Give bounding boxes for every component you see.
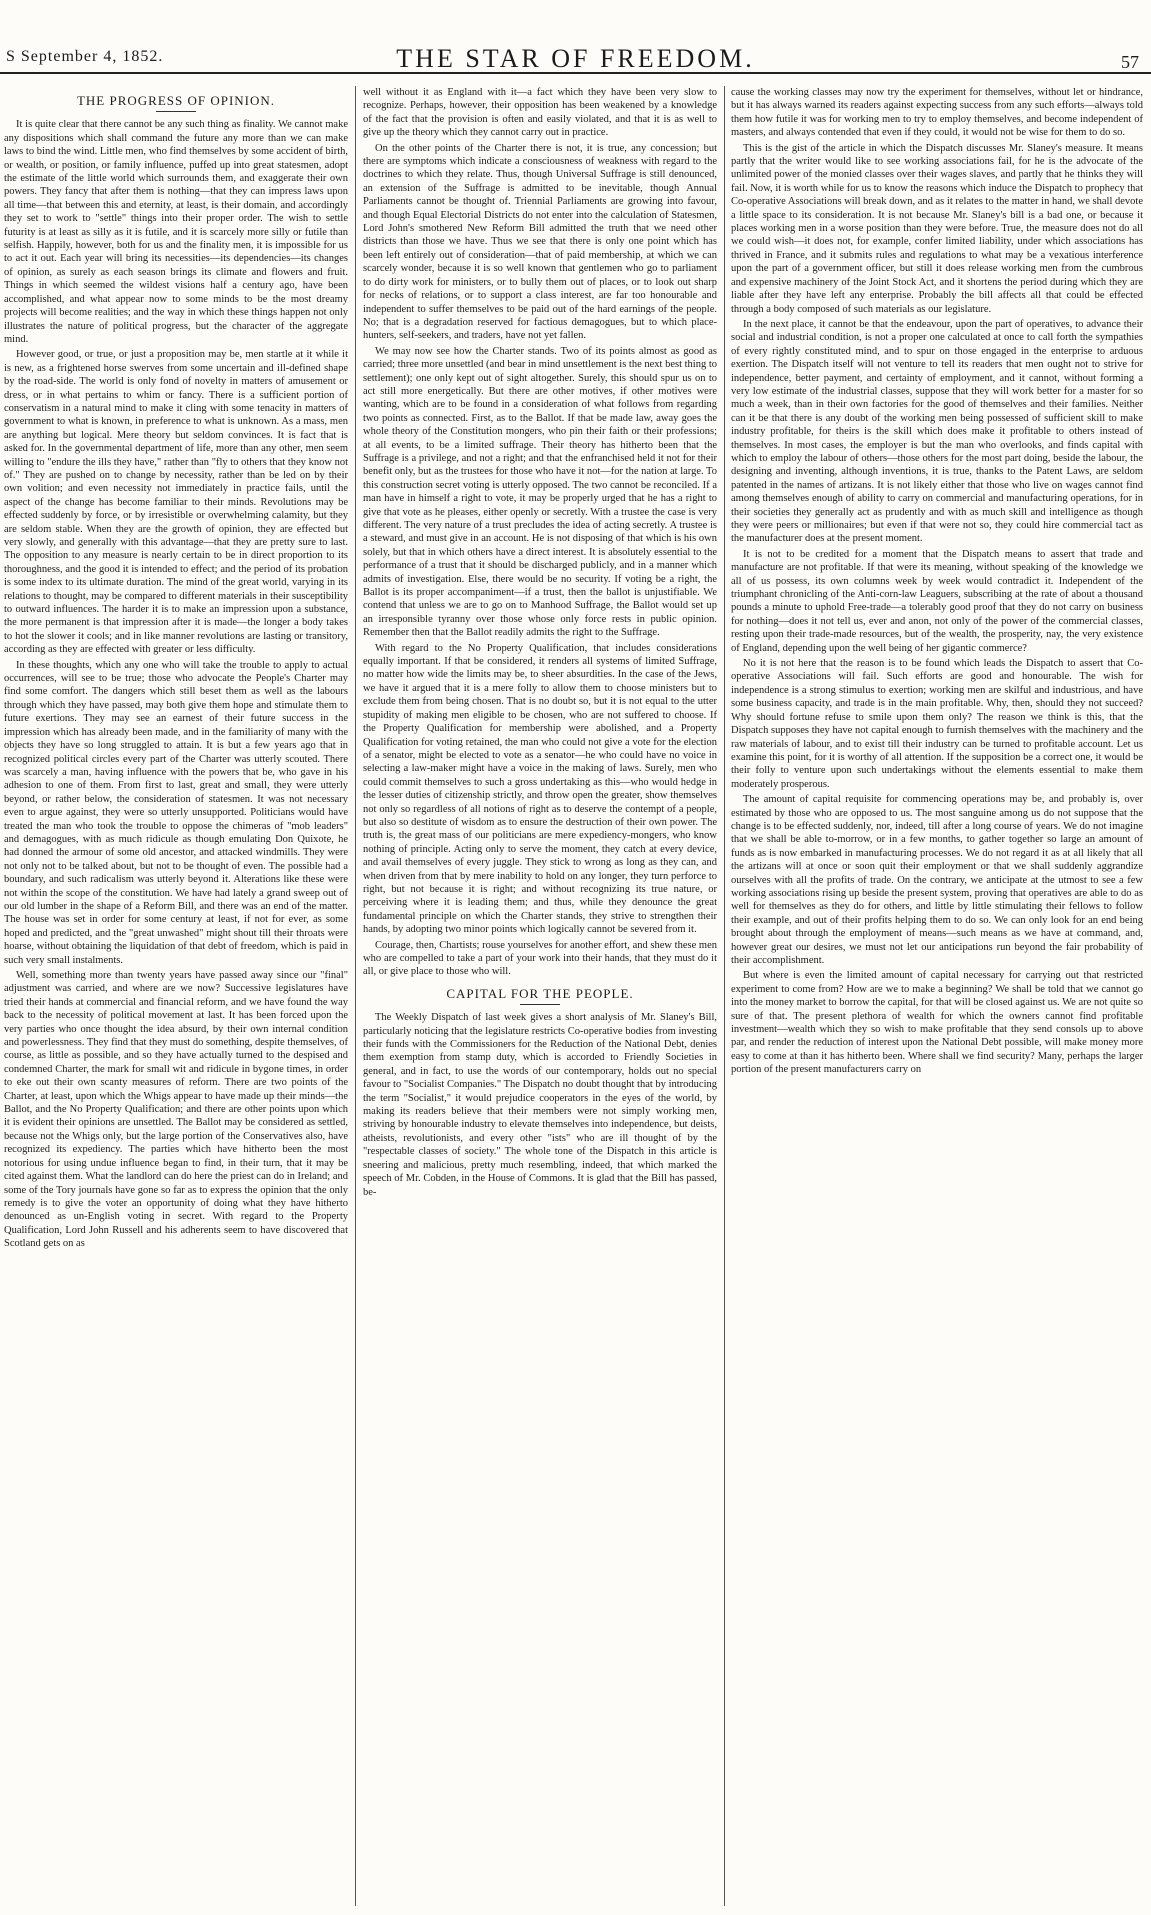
paragraph: This is the gist of the article in which the Dispatch discusses Mr. Slaney's measure. It means partly that the writer would like to see working associations fail, for he is the advocate of the unlimited power of the monied classes over their wages slaves, and partly that he thinks they will fail. Now, it is worth while for us to know the reasons which induce the Dispatch to prophecy that Co-operative Associations will break down, and as it relates to the matter in hand, we shall devote a little space to its consideration. It is not because Mr. Slaney's bill is a bad one, or because it places working men in a worse position than they were before. True, the measure does not do all we could wish—it does not, for example, confer limited liability, under which associations has thrived in France, and it submits rules and regulations to what may be a vexatious interference upon the part of a government officer, but still it does release working men from the cumbrous and expensive machinery of the Joint Stock Act, and it shortens the period during which they are liable after they have left any enterprise. Probably the bill affects all that could be effected through a body composed of such materials as our legislature.: [731, 142, 1143, 315]
paragraph: No it is not here that the reason is to be found which leads the Dispatch to assert that Co-operative Associations will fail. Such efforts are good and honourable. The wish for independence is a strong stimulus to exertion; working men are skilful and industrious, and have some business capacity, and trade is in the main profitable. Why, then, should they not succeed? Why should fortune refuse to smile upon them only? The reason we think is this, that the Dispatch supposes they have not capital enough to furnish themselves with the machinery and the raw materials of labour, and to exist till their industry can be turned to profitable account. Let us examine this point, for it is worthy of all attention. If the supposition be a correct one, it would be their folly to venture upon such undertakings without the elements essential to make them moderately prosperous.: [731, 658, 1143, 790]
newspaper-title: THE STAR OF FREEDOM.: [396, 44, 755, 73]
paragraph: With regard to the No Property Qualification, that includes considerations equally important. If that be considered, it renders all systems of limited Suffrage, no matter how wide the limits may be, to sheer absurdities. In the case of the Jews, we have it argued that it is a mere folly to allow them to choose ministers but to exclude them from being chosen. That is no doubt so, but it is not equal to the utter stupidity of making men eligible to be chosen, who are not suffered to choose. If the Property Qualification for membership were abolished, and a Property Qualification for voting retained, the man who could not give a vote for the election of a senator, might be elected to vote as a senator—he who could have no voice in selecting a law-maker might have a voice in the making of laws. Surely, men who could commit themselves to such a gross undertaking as this—who would hedge in the lesser duties of citizenship strictly, and throw open the greater, show themselves not only so regardless of all notions of right as to deserve the contempt of a people, but also so destitute of wisdom as to ensure the destruction of their own power. The truth is, the great mass of our politicians are mere expediency-mongers, who know nothing of principle. Acting only to serve the moment, they catch at every device, and avail themselves of every juggle. They stick to wrong as long as they can, and when driven from that by mere inability to hold on any longer, they turn perforce to right, but not because it is right; and without recognizing its true nature, or perceiving where it is leading them; and thus, while they denounce the great fundamental principle on which the Charter stands, they strive to strengthen their hands, by adopting two minor points which logically cannot be severed from it.: [363, 642, 717, 936]
paragraph: Courage, then, Chartists; rouse yourselves for another effort, and shew these men who are compelled to take a part of your work into their hands, that they must do it all, or give place to those who will.: [363, 939, 717, 978]
column-rule: [724, 86, 725, 1906]
column-rule: [355, 86, 356, 1906]
paragraph: well without it as England with it—a fact which they have been very slow to recognize. Perhaps, however, their opposition has been weakened by a knowledge of the fact that the provision is often and easily violated, and that it is as well to give up the theory which they cannot carry out in practice.: [363, 87, 717, 139]
issue-date: S September 4, 1852.: [6, 48, 164, 65]
paragraph: It is not to be credited for a moment that the Dispatch means to assert that trade and manufacture are not profitable. If that were its meaning, without speaking of the knowledge we all of us possess, its own columns week by week would contradict it. Independent of the triumphant chronicling of the Anti-corn-law Leaguers, subscribing at the rate of about a thousand pounds a minute to uphold Free-trade—a tolerably good proof that they do not carry on business for nothing—does it not tell us, ever and anon, not only of the power of the commercial classes, resting upon their trade-made resources, but of the wealth, the prosperity, nay, the very existence of England, depending upon the well being of her gigantic commerce?: [731, 548, 1143, 654]
paragraph: However good, or true, or just a proposition may be, men startle at it while it is new, as a frightened horse swerves from some uncertain and ill-defined shape by the road-side. The world is only fond of novelty in matters of amusement or dress, or in what pertains to whim or fancy. There is a sufficient portion of conservatism in a natural mind to make it cling with some tenacity in matters of government to what is known, in preference to what is unknown. As a mass, men are anything but logical. Mere theory but seldom convinces. It is fact that is asked for. In the governmental department of life, more than any other, men seem willing to "endure the ills they have," rather than "fly to others that they know not of." They are pushed on to change by necessity, rather than be led on by their own volition; and even necessity not immediately in practice fails, until the aspect of the change has become familiar to their minds. Revolutions may be effected suddenly by force, or by irresistible or overwhelming calamity, but they are seldom stable. When they are the growth of opinion, they are effected but very slowly, and generally with this advantage—that they are pretty sure to last. The opposition to any measure is nearly certain to be in direct proportion to its thoroughness, and the good it is intended to effect; and the period of its probation is some index to its ultimate duration. The mind of the great world, varying in its relations to thought, may be compared to different materials in their susceptibility to outward influences. The harder it is to make an impression upon a substance, the more permanent is that impression after it is made—the longer a body takes to hot the slower it cools; and in like manner revolutions are lasting or transitory, according as they are effected with greater or less difficulty.: [4, 349, 348, 656]
paragraph: The Weekly Dispatch of last week gives a short analysis of Mr. Slaney's Bill, particularly noticing that the legislature restricts Co-operative bodies from investing their funds with the Commissioners for the Reduction of the National Debt, denies them exemption from stamp duty, which is accorded to Friendly Societies in general, and in fact, to use the words of our contemporary, holds out no special favour to "Socialist Companies." The Dispatch no doubt thought that by introducing the term "Socialist," it would prejudice cooperators in the eyes of the world, by making its readers believe that their members were not simply working men, striving by honourable industry to elevate themselves into independence, but deists, atheists, revolutionists, and every other "ists" who are ill thought of by the "respectable classes of society." The whole tone of the Dispatch in this article is sneering and malicious, pretty much resembling, indeed, that which marked the speech of Mr. Cobden, in the House of Commons. It is glad that the Bill has passed, be-: [363, 1012, 717, 1198]
masthead: [0, 0, 1151, 74]
article-heading-progress-of-opinion: THE PROGRESS OF OPINION.: [76, 93, 276, 108]
article-heading-capital-for-the-people: CAPITAL FOR THE PEOPLE.: [446, 985, 634, 1001]
column-2: [363, 86, 717, 1906]
paragraph: It is quite clear that there cannot be any such thing as finality. We cannot make any dispositions which shall command the future any more than we can make laws to bind the wind. Little men, who find themselves by some accident of birth, or wealth, or position, or family influence, puffed up into great statesmen, adopt the estimate of the little world which surrounds them, and exaggerate their own powers. They fancy that after them is nothing—that they can impress laws upon all time—that between this and eternity, at least, is their domain, and accordingly they set to work to "settle" things into their proper order. The wish to settle futurity is at least as silly as it is futile, and it is scarcely more silly or futile than selfish. Happily, however, both for us and the finality men, it is impossible for us to act it out. Each year will bring its necessities—its dependencies—its changes of opinion, as surely as each season brings its climate and flowers and fruit. Things in which seemed the wildest visions half a century ago, have been accomplished, and what appear now to some minds to be the most dreamy projects will become realities; and the way in which these things happen not only illustrates the nature of political progress, but the character of the aggregate mind.: [4, 119, 348, 345]
paragraph: We may now see how the Charter stands. Two of its points almost as good as carried; three more unsettled (and bear in mind unsettlement is the next best thing to settlement); one only kept out of sight altogether. Surely, this should spur us on to act still more energetically. But there are other motives, if other motives were wanting, which are to be found in a consideration of what follows from regarding two points as connected. First, as to the Ballot. If that be made law, away goes the whole theory of the Constitution mongers, who pin their faith or their professions; at all events, to be a limited suffrage. Their theory has hitherto been that the Suffrage is a privilege, and not a right; and that the enfranchised held it not for their benefit only, but as the trustees for those who have it not—for the nation at large. To this construction secret voting is utterly opposed. The two cannot be reconciled. If a man have in himself a right to vote, it may be properly urged that he has a right to give that vote as he pleases, either openly or secretly. With a trustee the case is very different. The very nature of a trust precludes the idea of acting secretly. A trustee is a steward, and must give in an account. He is not disposing of that which is his own solely, but that in which others have a direct interest. It is absolutely essential to the performance of a trust that it should be discharged publicly, and in a manner which admits of investigation. Else, there would be no security. If voting be a right, the Ballot is its proper accompaniment—if a trust, then the ballot is unjustifiable. We contend that unless we are to go on to Manhood Suffrage, the Ballot would set up an irresponsible tyranny over those whose only force rests in public opinion. Remember then that the Ballot readily admits the right to the Suffrage.: [363, 345, 717, 639]
heading-rule: [520, 1004, 560, 1005]
paragraph: On the other points of the Charter there is not, it is true, any concession; but there are symptoms which indicate a consciousness of weakness with regard to the doctrines to which they relate. Thus, though Universal Suffrage is still denounced, an extension of the Suffrage is admitted to be inevitable, though Annual Parliaments cannot be thought of. Triennial Parliaments are growing into favour, and though Equal Electorial Districts do not enter into the calculation of Statesmen, Lord John's smothered New Reform Bill admitted the truth that we need other districts than those we have. Thus we see that there is only one point which has been left entirely out of consideration—that of paid membership, at which we can scarcely wonder, because it is so well known that gentlemen who go to parliament to do dirty work for ministers, or to bully them out of places, or to look out sharp for necks of relations, or to support a class interest, are far too honourable and independent to suffer themselves to be paid out of the hard earnings of the people. No; that is a degradation reserved for factious demagogues, but to which place-hunters, self-seekers, and traders, have not yet fallen.: [363, 142, 717, 342]
column-1: [4, 86, 348, 1906]
paragraph: In the next place, it cannot be that the endeavour, upon the part of operatives, to advance their social and industrial condition, is not a proper one calculated at once to call forth the sympathies of every rightly constituted mind, and to spur on those engaged in the enterprise to arduous exertion. The Dispatch itself will not venture to tell its readers that men ought not to strive for independence, better payment, and certainty of employment, and it cannot, without forming a very low estimate of the industrial classes, suppose that they will work better for a master for so much a week, than in their own factories for the good of themselves and their families. Neither can it be that there is any doubt of the working men being possessed of sufficient skill to make industry profitable, for theirs is the skill which does make it profitable to others instead of themselves. In most cases, the employer is but the man who overlooks, and finds capital with which to employ the labour of others—those others for the most part doing, beside the labour, the designing and inventing, although inventions, it is true, thanks to the Patent Laws, are seldom patented in the names of artizans. It is not likely either that those who live on wages cannot find among themselves enough of ability to carry on commercial and manufacturing operations, for in their societies they generally act as prudently and with as much skill and intelligence as though they were peers or millionaires; but even if that were not so, they could hire commercial tact as the manufacturer does at the present moment.: [731, 318, 1143, 545]
heading-rule: [156, 111, 196, 112]
paragraph: In these thoughts, which any one who will take the trouble to apply to actual occurrences, will see to be true; those who advocate the People's Charter may find some comfort. The dangers which still beset them as well as the labours through which they have passed, may both give them hope and stimulate them to future exertions. They may see an earnest of their future success in the impression which has already been made, and in the familiarity of many with the objects they have so long struggled to attain. It is but a few years ago that in recognized political circles every part of the Charter was utterly scouted. There was scarcely a man, having influence with the powers that be, who gave in his adhesion to one of them. From first to last, great and small, they were utterly beyond, or rather below, the consideration of statesmen. It was not necessary even to argue against, they were so utterly unsupported. Politicians would have treated the man who took the trouble to oppose the chimeras of "mob leaders" and demagogues, with as much ridicule as though emulating Don Quixote, he had donned the armour of some old ancestor, and attacked windmills. They were not only not to be talked about, but not to be thought of even. The possible had a boundary, and such radicalism was utterly beyond it. Alterations like these were not within the scope of the constitution. We have had lately a grand sweep out of our old lumber in the shape of a Reform Bill, and there was an end of the matter. The house was set in order for some century at least, if not for ever, as some hoped and predicted, and the "great unwashed" might shout till their throats were hoarse, without obtaining the liquidation of that debt of freedom, which is paid in such very small instalments.: [4, 659, 348, 966]
paragraph: Well, something more than twenty years have passed away since our "final" adjustment was carried, and where are we now? Successive legislatures have tried their hands at commercial and financial reform, and we have found the way back to the necessity of political movement at last. It has been forced upon the very parties who once thought the idea absurd, by their own internal condition and powerlessness. They find that they must do something, despite themselves, of course, as little as possible, and so they have actually turned to the despised and condemned Charter, the mark for small wit and ridicule in bygone times, in order to eke out their own scanty measures of reform. There are two points of the Charter, at least, upon which the Whigs appear to have made up their minds—the Ballot, and the No Property Qualification; and there are other points upon which it is evident their opinions are unsettled. The Ballot may be considered as settled, because not the Whigs only, but the large portion of the Conservatives also, have recognized its expediency. The parties which have hitherto been the most notorious for using undue influence began to find, in their turn, that it may be cited against them. What the landlord can do here the priest can do in Ireland; and some of the Tory journals have gone so far as to express the opinion that the only remedy is to give the voter an opportunity of doing what they have hitherto denounced as un-English voting in secret. With regard to the Property Qualification, Lord John Russell and his adherents seem to have discovered that Scotland gets on as: [4, 970, 348, 1250]
page-number: 57: [1121, 52, 1139, 72]
paragraph: The amount of capital requisite for commencing operations may be, and probably is, over estimated by those who are opposed to us. The most sanguine among us do not suppose that the change is to be effected suddenly, nor, indeed, till after a long course of years. We do not imagine that we shall be able to-morrow, or in a few months, to gather together so large an amount of funds as is now embarked in manufacturing processes. We do not regard it as at all likely that all the artizans will at once or soon quit their employment or that we shall suddenly aggrandize ourselves with all the profits of trade. On the contrary, we anticipate at the utmost to see a few working associations rising up beside the present system, proving that operatives are able to do as well for themselves as they do for others, and little by little stimulating their fellows to follow their example, and out of their profits helping them to do so. We can only look for an end being brought about through the employment of means—such means as we have at command, and, however great our desires, we must not let our anticipations run beyond the fair probability of their accomplishment.: [731, 794, 1143, 966]
column-3: [731, 86, 1143, 1906]
paragraph: But where is even the limited amount of capital necessary for carrying out that restricted experiment to come from? How are we to make a beginning? We shall be told that we cannot go into the money market to borrow the capital, for that will be closed against us. We are not quite so sure of that. The present plethora of wealth for which the owners cannot find profitable investment—wealth which they so wish to make profitable that they send consols up to above par, and render the reduction of interest upon the National Debt possible, will make money more easy to come at than it has hitherto been. Where shall we find security? Many, perhaps the larger portion of the present manufacturers carry on: [731, 970, 1143, 1076]
paragraph: cause the working classes may now try the experiment for themselves, without let or hindrance, but it has always warned its readers against expecting success from any such efforts—always told them how futile it was for working men to try to employ themselves, and become independent of masters, and always contended that even if they could, it would not be wise for them to do so.: [731, 87, 1143, 139]
